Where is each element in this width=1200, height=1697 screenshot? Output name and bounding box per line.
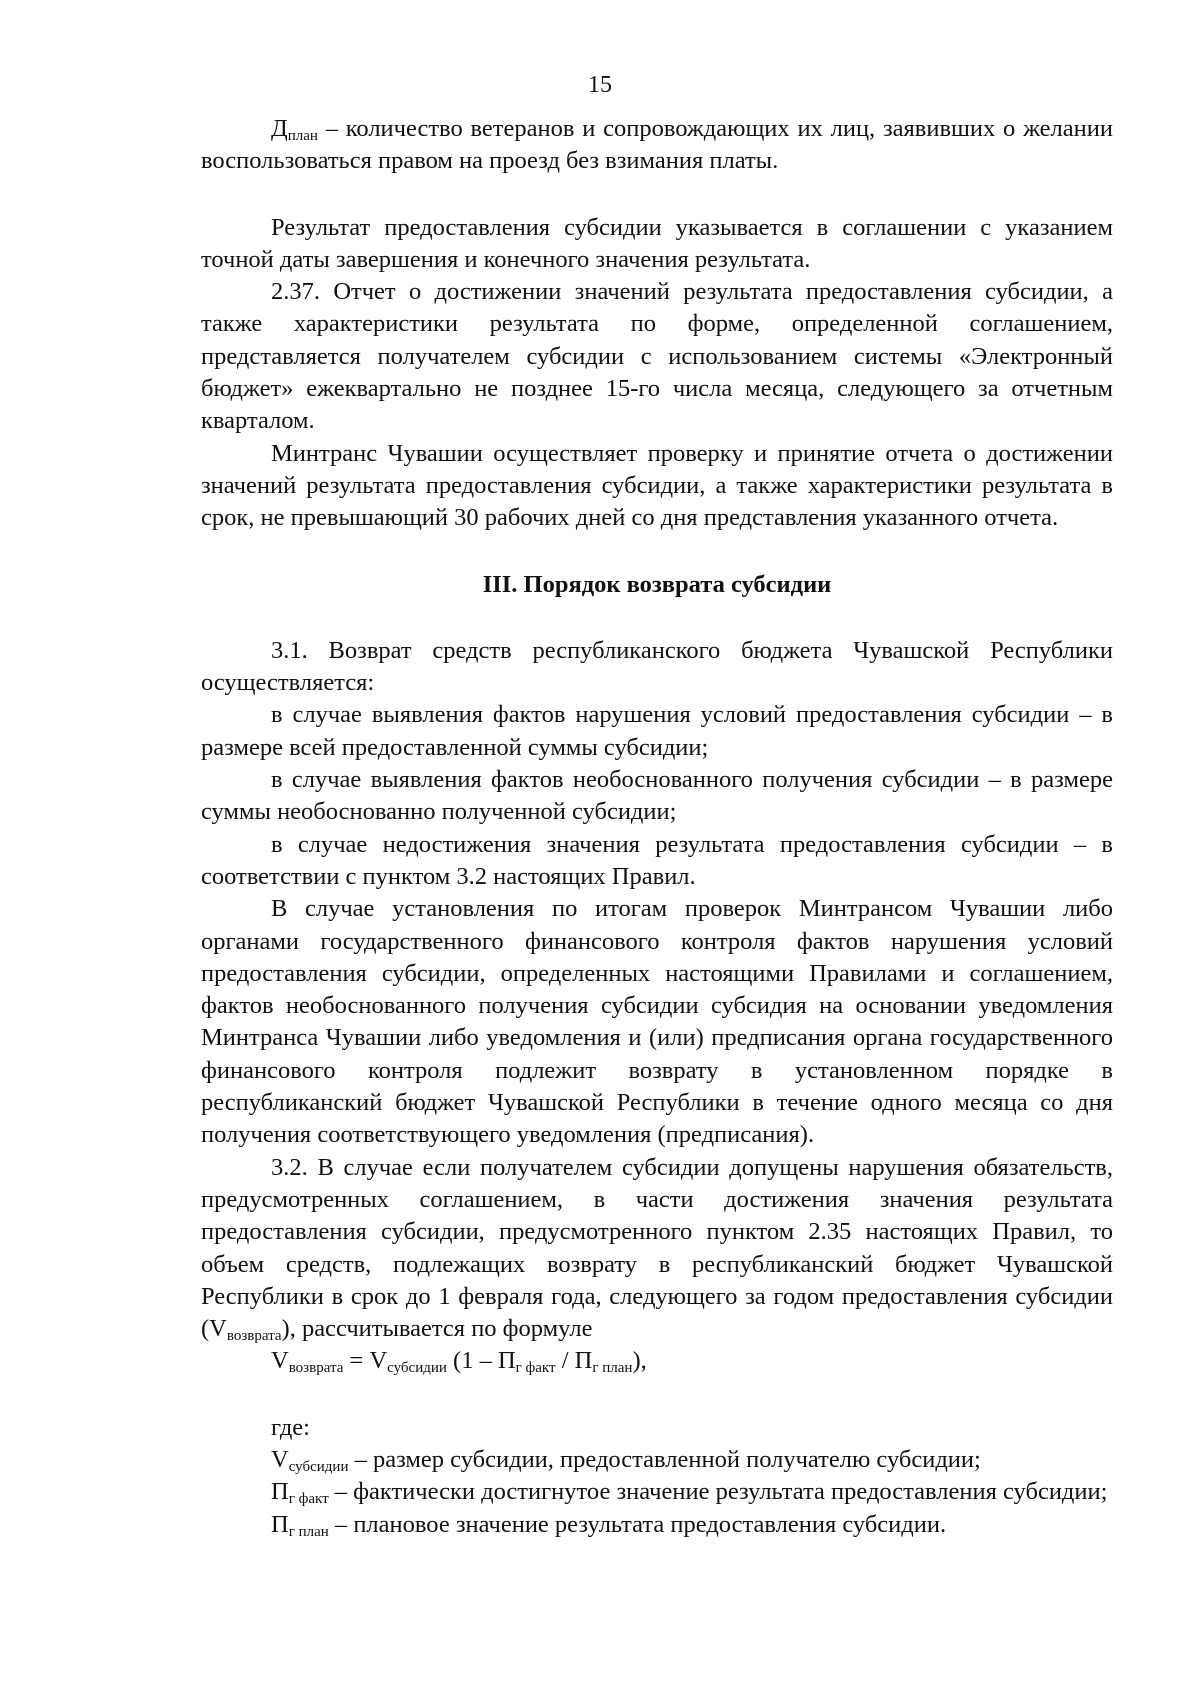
formula bbox=[201, 1345, 1113, 1377]
definition-p-fact bbox=[201, 1476, 1113, 1508]
paragraph-2-37: 2.37. Отчет о достижении значений результата предоставления субсидии, а также характеристики результата по форме, определенной соглашением, представляется получателем субсидии с использованием системы «Электронный бюджет» ежеквартально не позднее 15-го числа месяца, следующего за отчетным кварталом. bbox=[201, 278, 1113, 435]
paragraph-audit: В случае установления по итогам проверок Минтрансом Чувашии либо органами государственного финансового контроля фактов нарушения условий предоставления субсидии, определенных настоящими Правилами и соглашением, фактов необоснованного получения субсидии субсидия на основании уведомления Минтранса Чувашии либо уведомления и (или) предписания органа государственного финансового контроля подлежит возврату в установленном порядке в республиканский бюджет Чувашской Республики в течение одного месяца со дня получения соответствующего уведомления (предписания). bbox=[201, 895, 1113, 1149]
subscript: субсидии bbox=[288, 1458, 349, 1475]
formula-p1-sub: г факт bbox=[515, 1360, 556, 1377]
symbol: П bbox=[271, 1510, 289, 1538]
formula-p2-sub: г план bbox=[592, 1360, 633, 1377]
symbol: V bbox=[271, 1445, 289, 1473]
paragraph-3-1: 3.1. Возврат средств республиканского бюджета Чувашской Республики осуществляется: bbox=[201, 636, 1113, 697]
page-number: 15 bbox=[588, 72, 612, 98]
symbol: П bbox=[271, 1478, 289, 1506]
spacer bbox=[201, 535, 1113, 569]
formula-p2: П bbox=[574, 1347, 593, 1375]
formula-v2-sub: субсидии bbox=[387, 1360, 447, 1377]
definition-text: – плановое значение результата предоставления субсидии. bbox=[328, 1510, 947, 1538]
paragraph-text: – количество ветеранов и сопровождающих их лиц, заявивших о желании воспользоваться правом на проезд без взимания платы. bbox=[201, 115, 1113, 175]
subscript: г факт bbox=[288, 1491, 329, 1508]
spacer bbox=[201, 1378, 1113, 1412]
subscript: г план bbox=[288, 1523, 329, 1540]
where-label: где: bbox=[271, 1413, 310, 1441]
paragraph-case-violation: в случае выявления фактов нарушения условий предоставления субсидии – в размере всей предоставленной суммы субсидии; bbox=[201, 701, 1113, 761]
paragraph-3-2 bbox=[201, 1152, 1113, 1346]
subscript: план bbox=[287, 128, 318, 144]
formula-v2: V bbox=[369, 1347, 388, 1375]
formula-open: (1 – bbox=[446, 1347, 498, 1375]
formula-v-sub: возврата bbox=[288, 1360, 344, 1377]
paragraph-case-unfounded: в случае выявления фактов необоснованного получения субсидии – в размере суммы необоснованно полученной субсидии; bbox=[201, 766, 1113, 826]
definition-text: – фактически достигнутое значение результата предоставления субсидии; bbox=[328, 1478, 1108, 1506]
definition-p-plan bbox=[201, 1509, 1113, 1541]
formula-p1: П bbox=[497, 1347, 516, 1375]
document-body bbox=[201, 113, 1113, 1541]
paragraph-report-check: Минтранс Чувашии осуществляет проверку и принятие отчета о достижении значений результата предоставления субсидии, а также характеристики результата в срок, не превышающий 30 рабочих дней со дня представления указанного отчета. bbox=[201, 439, 1113, 532]
formula-divide: / bbox=[555, 1347, 575, 1375]
paragraph-d-plan bbox=[201, 113, 1113, 178]
paragraph-text: 3.2. В случае если получателем субсидии допущены нарушения обязательств, предусмотренных соглашением, в части достижения значения результата предоставления субсидии, предусмотренного пунктом 2.35 настоящих Правил, то объем средств, подлежащих возврату в республиканский бюджет Чувашской Республики в срок до 1 февраля года, следующего за годом предоставления субсидии ( bbox=[201, 1153, 1113, 1343]
paragraph-case-not-achieved: в случае недостижения значения результата предоставления субсидии – в соответствии с пунктом 3.2 настоящих Правил. bbox=[201, 830, 1113, 890]
section-heading: III. Порядок возврата субсидии bbox=[482, 570, 832, 598]
paragraph-result: Результат предоставления субсидии указывается в соглашении с указанием точной даты завершения и конечного значения результата. bbox=[201, 213, 1113, 273]
spacer bbox=[201, 601, 1113, 635]
spacer bbox=[201, 178, 1113, 212]
formula-close: ), bbox=[632, 1347, 647, 1375]
subscript: возврата bbox=[226, 1328, 282, 1345]
formula-equals: = bbox=[343, 1347, 370, 1375]
formula-v: V bbox=[271, 1347, 289, 1375]
paragraph-text-tail: ), рассчитывается по формуле bbox=[281, 1315, 593, 1343]
definition-v-subsidy bbox=[201, 1444, 1113, 1476]
definition-text: – размер субсидии, предоставленной получателю субсидии; bbox=[348, 1445, 981, 1473]
symbol: V bbox=[209, 1315, 227, 1343]
symbol: Д bbox=[271, 115, 288, 142]
